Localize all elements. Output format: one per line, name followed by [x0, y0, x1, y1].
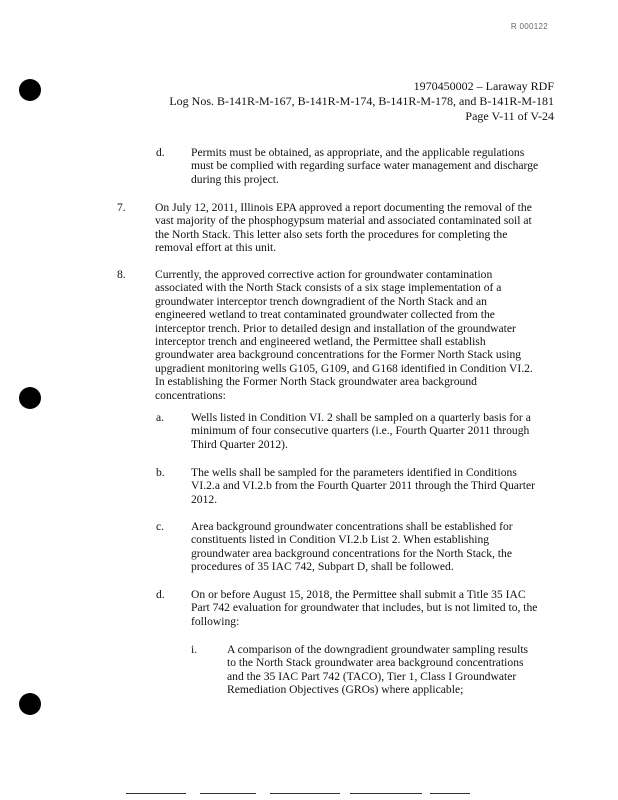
text-line: constituents listed in Condition VI.2.b List 2. When establishing [191, 533, 490, 547]
item-marker-7: 7. [117, 201, 126, 214]
footer-scan-rules [0, 793, 618, 795]
text-line: groundwater interceptor trench downgradient of the North Stack and an [155, 294, 487, 308]
text-line: during this project. [191, 172, 279, 186]
text-line: associated with the North Stack consists of a six stage implementation of a [155, 281, 502, 295]
punch-hole-bottom [19, 693, 41, 715]
text-line: Wells listed in Condition VI. 2 shall be sampled on a quarterly basis for a [191, 411, 531, 424]
item-marker-8: 8. [117, 268, 126, 281]
text-line: Third Quarter 2012). [191, 437, 288, 451]
text-line: Remediation Objectives (GROs) where applicable; [227, 683, 464, 697]
bates-stamp: R 000122 [510, 22, 548, 31]
text-line: to the North Stack groundwater area background concentrations [227, 656, 524, 670]
text-line: removal effort at this unit. [155, 241, 277, 255]
footer-rule [200, 793, 256, 794]
item-marker-b: b. [156, 466, 165, 479]
text-line: groundwater area background concentrations for the North Stack, the [191, 546, 512, 560]
text-line: On or before August 15, 2018, the Permittee shall submit a Title 35 IAC [191, 588, 526, 601]
paragraph-i [227, 643, 528, 697]
footer-rule [430, 793, 470, 794]
text-line: Part 742 evaluation for groundwater that includes, but is not limited to, the [191, 601, 538, 615]
paragraph-8 [155, 268, 533, 402]
text-line: and the 35 IAC Part 742 (TACO), Tier 1, Class I Groundwater [227, 669, 517, 683]
paragraph-7 [155, 201, 532, 255]
text-line: minimum of four consecutive quarters (i.e., Fourth Quarter 2011 through [191, 424, 530, 438]
text-line: procedures of 35 IAC 742, Subpart D, shall be followed. [191, 560, 454, 574]
text-line: 2012. [191, 492, 218, 506]
item-marker-c: c. [156, 520, 165, 533]
item-marker-d-top: d. [156, 146, 165, 159]
punch-hole-top [19, 79, 41, 101]
paragraph-a [191, 411, 531, 451]
item-marker-d-bottom: d. [156, 588, 165, 601]
paragraph-b [191, 466, 535, 506]
text-line: following: [191, 614, 240, 628]
paragraph-d-top [191, 146, 538, 186]
text-line: On July 12, 2011, Illinois EPA approved a report documenting the removal of the [155, 201, 532, 214]
text-line: interceptor trench. Prior to detailed design and installation of the groundwater [155, 321, 516, 335]
text-line: concentrations: [155, 388, 226, 402]
paragraph-c [191, 520, 513, 574]
text-line: vast majority of the phosphogypsum material and associated contaminated soil at [155, 214, 532, 228]
header-log-numbers: Log Nos. B-141R-M-167, B-141R-M-174, B-141R-M-178, and B-141R-M-181 [169, 94, 554, 108]
header-facility-id: 1970450002 – Laraway RDF [413, 79, 554, 93]
text-line: Area background groundwater concentrations shall be established for [191, 520, 513, 533]
text-line: must be complied with regarding surface water management and discharge [191, 159, 539, 173]
header-page-number: Page V-11 of V-24 [465, 109, 554, 123]
text-line: engineered wetland to treat contaminated groundwater collected from the [155, 308, 495, 322]
footer-rule [270, 793, 340, 794]
text-line: Permits must be obtained, as appropriate, and the applicable regulations [191, 146, 525, 159]
text-line: A comparison of the downgradient groundwater sampling results [227, 643, 529, 656]
page-header [169, 79, 554, 124]
item-marker-i: i. [191, 643, 198, 656]
text-line: groundwater area background concentrations for the Former North Stack using [155, 348, 522, 362]
text-line: interceptor trench and engineered wetland, the Permittee shall establish [155, 335, 486, 349]
punch-hole-middle [19, 387, 41, 409]
text-line: the North Stack. This letter also sets forth the procedures for completing the [155, 227, 508, 241]
item-marker-a: a. [156, 411, 165, 424]
text-line: In establishing the Former North Stack groundwater area background [155, 375, 477, 389]
paragraph-d-bottom [191, 588, 537, 628]
text-line: Currently, the approved corrective action for groundwater contamination [155, 268, 493, 281]
footer-rule [350, 793, 422, 794]
text-line: upgradient monitoring wells G105, G109, and G168 identified in Condition VI.2. [155, 361, 533, 375]
text-line: VI.2.a and VI.2.b from the Fourth Quarter 2011 through the Third Quarter [191, 479, 535, 493]
text-line: The wells shall be sampled for the parameters identified in Conditions [191, 466, 517, 479]
footer-rule [126, 793, 186, 794]
